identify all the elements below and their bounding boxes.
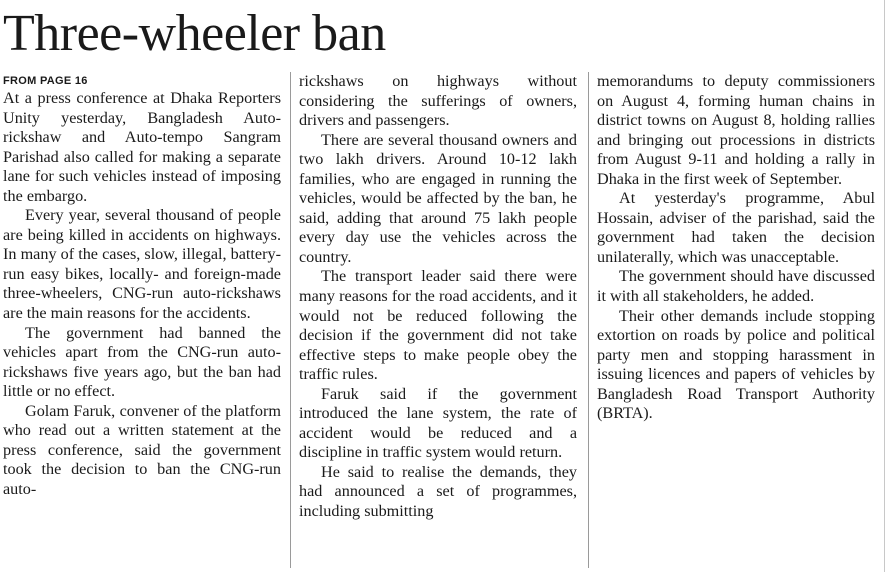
paragraph: memorandums to deputy commissioners on August 4, forming human chains in district towns on August 8, holding rallies and bringing out processions in districts from August 9-11 and holding a rally in Dhaka in the first week of September. xyxy=(597,72,875,188)
column-divider xyxy=(290,72,291,568)
paragraph: Faruk said if the government introduced the lane system, the rate of accident would be reduced and a discipline in traffic system would return. xyxy=(299,384,577,462)
paragraph: At yesterday's programme, Abul Hossain, adviser of the parishad, said the government had taken the decision unilaterally, which was unacceptable. xyxy=(597,189,875,266)
column-divider xyxy=(588,72,589,568)
paragraph: He said to realise the demands, they had announced a set of programmes, including submitting xyxy=(299,462,577,521)
paragraph: At a press conference at Dhaka Reporters Unity yesterday, Bangladesh Auto-rickshaw and Auto-tempo Sangram Parishad also called for making a separate lane for such vehicles instead of imposing the embargo. xyxy=(3,89,281,205)
article-column-2 xyxy=(299,72,577,570)
paragraph: Golam Faruk, convener of the platform who read out a written statement at the press conference, said the government took the decision to ban the CNG-run auto- xyxy=(3,401,281,498)
paragraph: rickshaws on highways without considering the sufferings of owners, drivers and passengers. xyxy=(299,72,577,130)
continuation-kicker: FROM PAGE 16 xyxy=(3,75,88,87)
paragraph: The government should have discussed it with all stakeholders, he added. xyxy=(597,267,875,306)
paragraph: The government had banned the vehicles apart from the CNG-run auto-rickshaws five years ago, but the ban had little or no effect. xyxy=(3,323,281,401)
article-column-1 xyxy=(3,72,281,570)
article-column-3 xyxy=(597,72,875,570)
headline: Three-wheeler ban xyxy=(3,5,386,62)
paragraph: There are several thousand owners and two lakh drivers. Around 10-12 lakh families, who are engaged in running the vehicles, would be affected by the ban, he said, adding that around 75 lakh people every day use the vehicles across the country. xyxy=(299,130,577,266)
paragraph: The transport leader said there were many reasons for the road accidents, and it would not be reduced following the decision if the government did not take effective steps to make people obey the traffic rules. xyxy=(299,267,577,384)
clipping-edge xyxy=(884,0,885,572)
paragraph: Every year, several thousand of people are being killed in accidents on highways. In many of the cases, slow, illegal, battery-run easy bikes, locally- and foreign-made three-wheelers, CNG-run auto-rickshaws are the main reasons for the accidents. xyxy=(3,206,281,323)
paragraph: Their other demands include stopping extortion on roads by police and political party men and stopping harassment in issuing licences and papers of vehicles by Bangladesh Road Transport Authority (BRTA). xyxy=(597,306,875,423)
